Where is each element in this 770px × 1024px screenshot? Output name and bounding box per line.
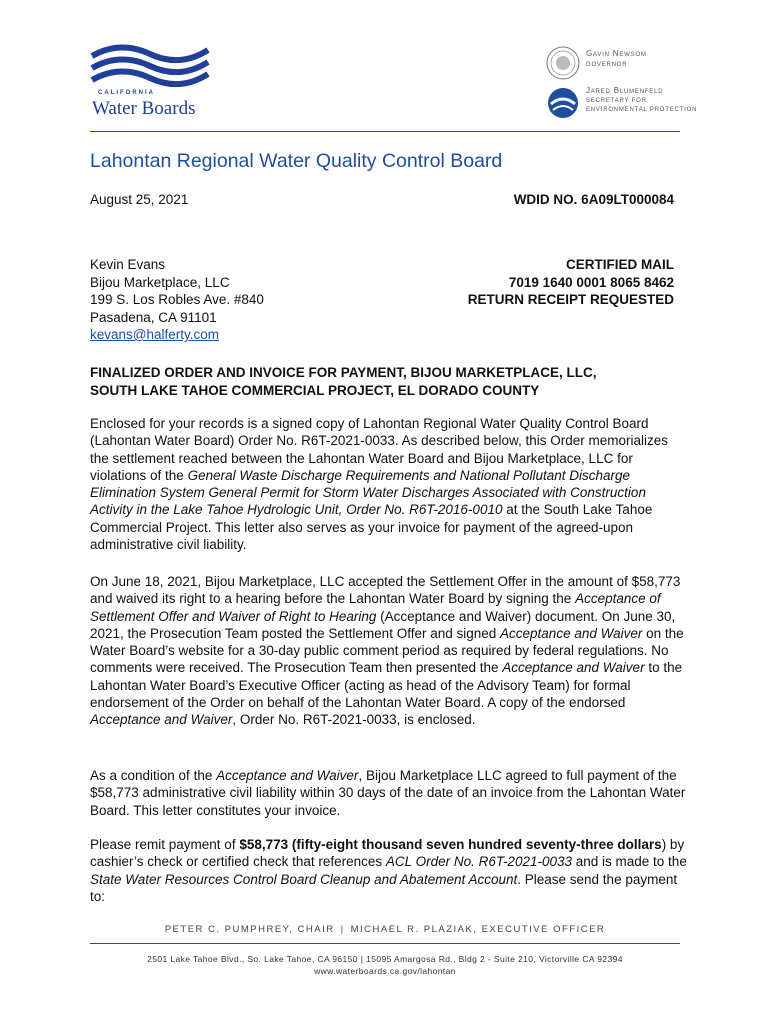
mailing-method (468, 256, 674, 309)
footer-executive-officer: MICHAEL R. PLAZIAK, EXECUTIVE OFFICER (350, 924, 606, 935)
footer-address: 2501 Lake Tahoe Blvd., So. Lake Tahoe, CA 96150 | 15095 Amargosa Rd., Bldg 2 - Suite 210, Victorville CA 92394 (147, 954, 623, 964)
footer-separator: | (340, 924, 345, 935)
recipient-email-link[interactable]: kevans@halferty.com (90, 327, 220, 342)
water-boards-logo (90, 44, 225, 122)
para4-text-1: Please remit payment of (90, 837, 240, 852)
footer-divider (90, 943, 680, 944)
paragraph-condition (90, 767, 690, 819)
para2-text-1: On June 18, 2021, Bijou Marketplace, LLC accepted the Settlement Offer in the amount of $58,773 and waived its right to a hearing before the Lahontan Water Board by signing the (90, 574, 681, 607)
recipient-city: Pasadena, CA 91101 (90, 309, 217, 325)
para4-text-4: . Please send the payment to: (90, 871, 678, 904)
footer-officers (0, 924, 770, 935)
footer-chair: PETER C. PUMPHREY, CHAIR (164, 924, 335, 935)
recipient-company: Bijou Marketplace, LLC (90, 274, 230, 290)
governor-title: GOVERNOR (586, 62, 628, 68)
para2-italic-3: Acceptance and Waiver (502, 660, 645, 676)
secretary-title-line1: SECRETARY FOR (586, 98, 647, 104)
para3-text-2: , Bijou Marketplace LLC agreed to full payment of the $58,773 administrative civil liability within 30 days of the date of an invoice from the Lahontan Water Board. This letter constitutes your invoice. (90, 768, 686, 818)
para4-text-3: and is made to the (572, 854, 687, 870)
paragraph-enclosure (90, 415, 690, 553)
subject-line-2: SOUTH LAKE TAHOE COMMERCIAL PROJECT, EL DORADO COUNTY (90, 382, 540, 398)
para2-text-3: on the Water Board’s website for a 30-day public comment period as required by federal regulations. No comments were received. The Prosecution Team then presented the (90, 625, 684, 676)
para2-text-4: to the Lahontan Water Board’s Executive Officer (acting as head of the Advisory Team) for formal endorsement of the Order on behalf of the Lahontan Water Board. A copy of the endorsed (90, 660, 683, 711)
recipient-name: Kevin Evans (90, 257, 166, 272)
para2-text-2: (Acceptance and Waiver) document. On June 30, 2021, the Prosecution Team posted the Settlement Offer and signed (90, 608, 676, 641)
board-title: Lahontan Regional Water Quality Control Board (90, 150, 503, 172)
certified-mail-label: CERTIFIED MAIL (566, 257, 674, 272)
paragraph-settlement (90, 573, 690, 729)
governor-name: Gavin Newsom (586, 49, 647, 58)
secretary-title-line2: ENVIRONMENTAL PROTECTION (586, 107, 698, 113)
para4-order-reference: ACL Order No. R6T-2021-0033 (385, 854, 572, 870)
header-divider (90, 131, 680, 132)
return-receipt-label: RETURN RECEIPT REQUESTED (467, 292, 674, 307)
wave-logo-icon (90, 44, 225, 90)
wdid-number: WDID NO. 6A09LT000084 (513, 192, 674, 207)
payment-amount: $58,773 (fifty-eight thousand seven hundred seventy-three dollars (239, 837, 662, 852)
para3-italic-1: Acceptance and Waiver (216, 768, 359, 783)
recipient-street: 199 S. Los Robles Ave. #840 (90, 292, 264, 307)
para2-text-5: , Order No. R6T-2021-0033, is enclosed. (232, 712, 476, 728)
para4-account-name: State Water Resources Control Board Cleanup and Abatement Account (90, 871, 518, 887)
para2-italic-4: Acceptance and Waiver (90, 712, 233, 728)
para2-italic-2: Acceptance and Waiver (500, 625, 643, 641)
secretary-name: Jared Blumenfeld (586, 86, 664, 95)
logo-wordmark: Water Boards (92, 98, 196, 119)
para1-text-2: at the South Lake Tahoe Commercial Project. This letter also serves as your invoice for payment of the agreed-upon administrative civil liability. (90, 502, 653, 553)
california-seal-icon (546, 46, 580, 80)
paragraph-payment (90, 836, 690, 905)
subject-line (90, 364, 690, 399)
footer-website: www.waterboards.ca.gov/lahontan (314, 966, 456, 976)
para1-text-1: Enclosed for your records is a signed copy of Lahontan Regional Water Quality Control Board (Lahontan Water Board) Order No. R6T-2021-0033. As described below, this Order memorializes the settlement reached between the Lahontan Water Board and Bijou Marketplace, LLC for violations of the (90, 416, 669, 483)
calepa-logo-icon (546, 86, 580, 120)
para2-italic-1: Acceptance of Settlement Offer and Waiver of Right to Hearing (90, 591, 661, 624)
para4-text-2: ) by cashier’s check or certified check that references (90, 837, 685, 870)
officials-block (546, 46, 696, 122)
tracking-number: 7019 1640 0001 8065 8462 (508, 274, 674, 290)
para1-permit-title: General Waste Discharge Requirements and National Pollutant Discharge Elimination System General Permit for Storm Water Discharges Associated with Construction Activity in the Lake Tahoe Hydrologic Unit, Order No. R6T-2016-0010 (90, 467, 646, 518)
para3-text-1: As a condition of the (90, 768, 217, 783)
recipient-address (90, 256, 264, 344)
subject-line-1: FINALIZED ORDER AND INVOICE FOR PAYMENT, BIJOU MARKETPLACE, LLC, (90, 365, 597, 380)
letter-date: August 25, 2021 (90, 192, 189, 207)
logo-state-label: CALIFORNIA (98, 90, 155, 96)
